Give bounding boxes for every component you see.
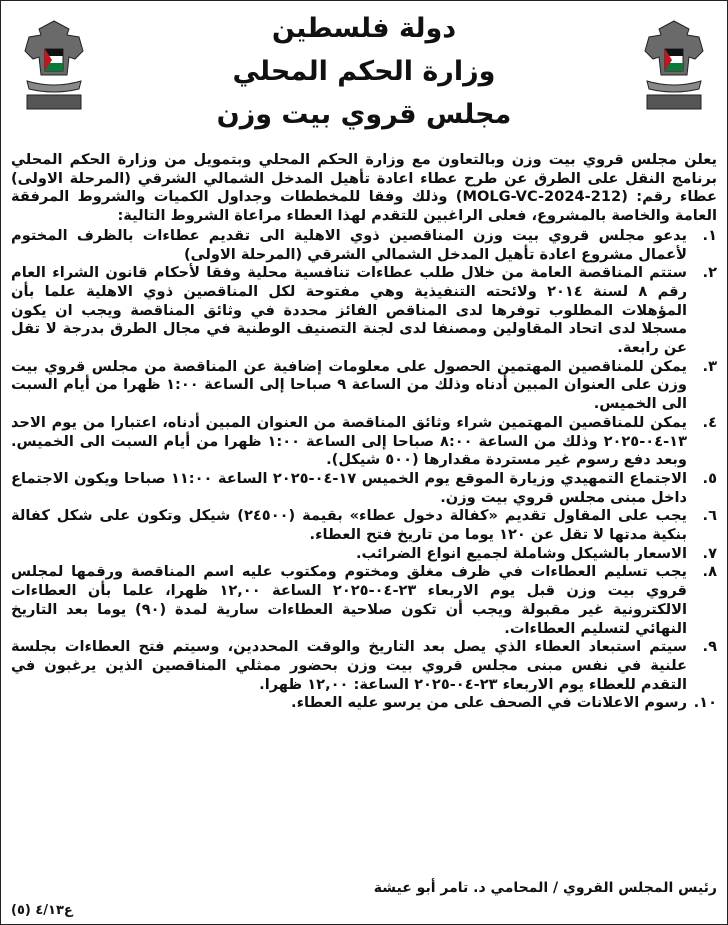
item-text: يمكن للمناقصين المهتمين الحصول على معلومات إضافية عن المناقصة من مجلس قروي بيت وزن على العنوان المبين أدناه وذلك من الساعة ٩ صباحا إلى الساعة ١:٠٠ ظهرا من أيام السبت الى الخميس. bbox=[11, 357, 687, 413]
palestine-emblem-icon bbox=[639, 15, 709, 115]
item-text: ستتم المناقصة العامة من خلال طلب عطاءات تنافسية محلية وفقا لأحكام قانون الشراء العام رقم ٨ لسنة ٢٠١٤ ولائحته التنفيذية وهي مفتوحة لكل المناقصين ذوي الاهلية علما بأن المؤهلات المطلوب توفرها لدى المناقص الفائز محددة في وثائق المناقصة ويجب ان يكون مسجلا لدى اتحاد المقاولين ومصنفا لدى لجنة التصنيف الوطنية في مجال الطرق بدرجة لا تقل عن رابعة. bbox=[11, 264, 688, 357]
list-item bbox=[11, 545, 717, 564]
list-item bbox=[11, 470, 717, 507]
list-item bbox=[11, 507, 717, 544]
item-text: يمكن للمناقصين المهتمين شراء وثائق المناقصة من العنوان المبين أدناه، اعتبارا من يوم الاحد ١٣-٠٤-٢٠٢٥ وذلك من الساعة ٨:٠٠ صباحا إلى الساعة ١:٠٠ ظهرا من أيام السبت الى الخميس. وبعد دفع رسوم غير مستردة مقدارها (٥٠٠ شيكل). bbox=[11, 413, 687, 469]
item-number: ٣. bbox=[702, 357, 717, 375]
list-item bbox=[11, 227, 717, 264]
palestine-emblem-icon bbox=[19, 15, 89, 115]
header bbox=[111, 7, 617, 136]
item-number: ٤. bbox=[702, 413, 717, 431]
item-number: ١. bbox=[702, 226, 717, 244]
publication-reference: ع٤/١٣ (٥) bbox=[11, 903, 73, 918]
list-item bbox=[11, 638, 717, 694]
list-item bbox=[11, 358, 717, 414]
item-number: ٧. bbox=[702, 544, 717, 562]
item-number: ٦. bbox=[702, 507, 717, 525]
list-item bbox=[11, 563, 717, 638]
item-text: سيتم استبعاد العطاء الذي يصل بعد التاريخ والوقت المحددين، وسيتم فتح العطاءات بجلسة علنية في نفس مبنى مجلس قروي بيت وزن بحضور ممثلي المناقصين الذين يرغبون في التقدم للعطاء يوم الاربعاء ٢٣-٠٤-٢٠٢٥ الساعة: ١٢,٠٠ ظهرا. bbox=[11, 638, 687, 693]
list-item bbox=[11, 264, 717, 358]
item-text: يجب تسليم العطاءات في ظرف مغلق ومختوم ومكتوب عليه اسم المناقصة ورقمها لمجلس قروي بيت وزن قبل يوم الاربعاء ٢٣-٠٤-٢٠٢٥ الساعة ١٢,٠٠ ظهرا، علما بأن العطاءات الالكترونية غير مقبولة ويجب أن تكون صلاحية العطاءات سارية لمدة (٩٠) يوما بعد التاريخ النهائي لتسليم العطاءات. bbox=[11, 563, 687, 637]
header-ministry: وزارة الحكم المحلي bbox=[232, 56, 496, 87]
header-state: دولة فلسطين bbox=[271, 13, 457, 44]
intro-paragraph: يعلن مجلس قروي بيت وزن وبالتعاون مع وزارة الحكم المحلي وبتمويل من وزارة الحكم المحلي برنامج النقل على الطرق عن طرح عطاء اعادة تأهيل المدخل الشمالي الشرقي (المرحلة الاولى) عطاء رقم: (MOLG-VC-2024-212) وذلك وفقا للمخططات وجداول الكميات والشروط المرفقة العامة والخاصة بالمشروع، فعلى الراغبين للتقدم لهذا العطاء مراعاة الشروط التالية: bbox=[11, 151, 717, 225]
announcement-body bbox=[11, 151, 717, 713]
list-item bbox=[11, 694, 717, 713]
header-council: مجلس قروي بيت وزن bbox=[216, 99, 512, 130]
item-text: رسوم الاعلانات في الصحف على من يرسو عليه العطاء. bbox=[291, 694, 687, 712]
list-item bbox=[11, 414, 717, 470]
signature-line: رئيس المجلس القروي / المحامي د. تامر أبو عيشة bbox=[373, 880, 717, 896]
item-number: ٩. bbox=[702, 638, 717, 656]
item-text: يدعو مجلس قروي بيت وزن المناقصين ذوي الاهلية الى تقديم عطاءات بالظرف المختوم لأعمال مشروع اعادة تأهيل المدخل الشمالي الشرقي (المرحلة الاولى) bbox=[11, 226, 687, 263]
item-text: الاجتماع التمهيدي وزيارة الموقع يوم الخميس ١٧-٠٤-٢٠٢٥ الساعة ١١:٠٠ صباحا ويكون الاجتماع داخل مبنى مجلس قروي بيت وزن. bbox=[11, 469, 688, 506]
item-number: ١٠. bbox=[693, 694, 717, 712]
item-number: ٨. bbox=[702, 563, 717, 581]
item-text: يجب على المقاول تقديم «كفالة دخول عطاء» بقيمة (٢٤٥٠٠) شيكل وتكون على شكل كفالة بنكية مدتها لا تقل عن ١٢٠ يوما من تاريخ فتح العطاء. bbox=[11, 507, 687, 544]
item-number: ٥. bbox=[702, 469, 717, 487]
item-text: الاسعار بالشيكل وشاملة لجميع انواع الضرائب. bbox=[356, 544, 687, 562]
item-number: ٢. bbox=[702, 264, 717, 282]
conditions-list bbox=[11, 227, 717, 713]
